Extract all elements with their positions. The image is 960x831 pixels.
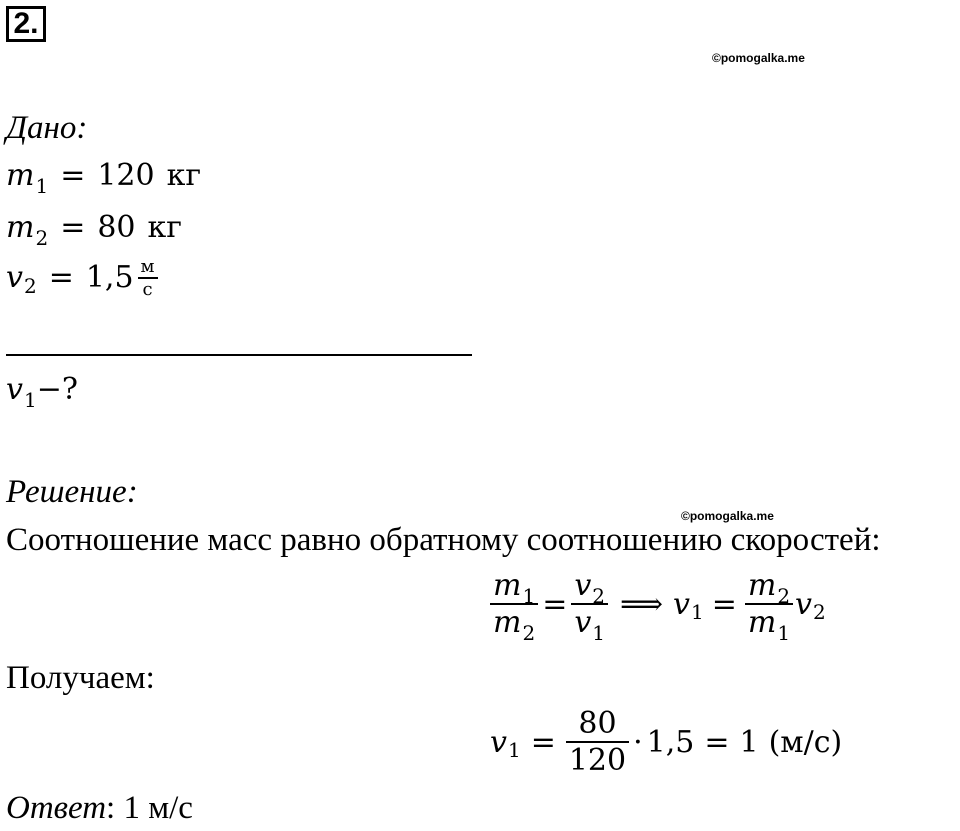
- given-m1: [6, 158, 202, 198]
- variable: v: [673, 586, 690, 622]
- problem-number: 2.: [6, 6, 46, 42]
- ratio-formula: [490, 568, 826, 645]
- multiply-dot: ·: [633, 724, 643, 760]
- equals-sign: =: [704, 724, 730, 760]
- equals-sign: =: [711, 586, 737, 622]
- subscript: 1: [690, 600, 704, 624]
- denominator: 120: [568, 743, 627, 778]
- fraction-v2-over-v1: v 2 v 1: [571, 568, 608, 640]
- equals-sign: =: [60, 158, 86, 193]
- unit: кг: [147, 210, 182, 245]
- solution-heading: Решение:: [6, 474, 138, 510]
- variable: m: [6, 210, 35, 245]
- subscript: 1: [507, 738, 521, 762]
- subscript: 2: [23, 273, 37, 298]
- value: 80: [97, 210, 136, 245]
- subscript: 2: [813, 600, 826, 624]
- watermark: ©pomogalka.me: [681, 509, 774, 523]
- equals-sign: =: [542, 586, 568, 622]
- unit-fraction: [138, 256, 158, 300]
- result-unit: (м/с): [768, 724, 843, 760]
- variable: v: [6, 260, 23, 296]
- factor: 1,5: [646, 724, 695, 760]
- numerator: 80: [578, 706, 617, 741]
- subscript: 1: [23, 388, 37, 412]
- get-label: Получаем:: [6, 660, 155, 696]
- equals-sign: =: [60, 210, 86, 245]
- answer-label: Ответ: [6, 790, 107, 826]
- unit-numerator: м: [140, 256, 155, 277]
- given-heading: Дано:: [6, 110, 88, 146]
- value: 1,5: [85, 260, 134, 296]
- find-v1: [6, 372, 78, 412]
- answer-value: 1 м/с: [115, 790, 193, 826]
- subscript: 2: [35, 226, 49, 250]
- fraction-80-over-120: [566, 706, 629, 778]
- unit-denominator: с: [142, 278, 153, 300]
- value: 120: [97, 158, 155, 193]
- calculation: [490, 706, 842, 778]
- fraction-m2-over-m1: m 2 m 1: [745, 568, 793, 640]
- question: −?: [36, 372, 78, 407]
- result: 1: [739, 724, 759, 760]
- answer: [6, 790, 193, 827]
- variable: v: [6, 372, 23, 407]
- unit: кг: [166, 158, 202, 193]
- implies-arrow: ⟹: [620, 586, 664, 622]
- answer-colon: :: [106, 790, 116, 826]
- variable: v: [490, 724, 507, 760]
- fraction-m1-over-m2: m 1 m 2: [490, 568, 538, 640]
- solution-statement: Соотношение масс равно обратному соотношению скоростей:: [6, 522, 881, 558]
- variable: m: [6, 158, 35, 193]
- separator-line: [6, 354, 472, 356]
- given-v2: [6, 256, 158, 300]
- equals-sign: =: [48, 260, 74, 296]
- variable: v: [795, 586, 812, 622]
- watermark: ©pomogalka.me: [712, 51, 805, 65]
- subscript: 1: [35, 174, 49, 198]
- given-m2: [6, 210, 182, 250]
- equals-sign: =: [530, 724, 556, 760]
